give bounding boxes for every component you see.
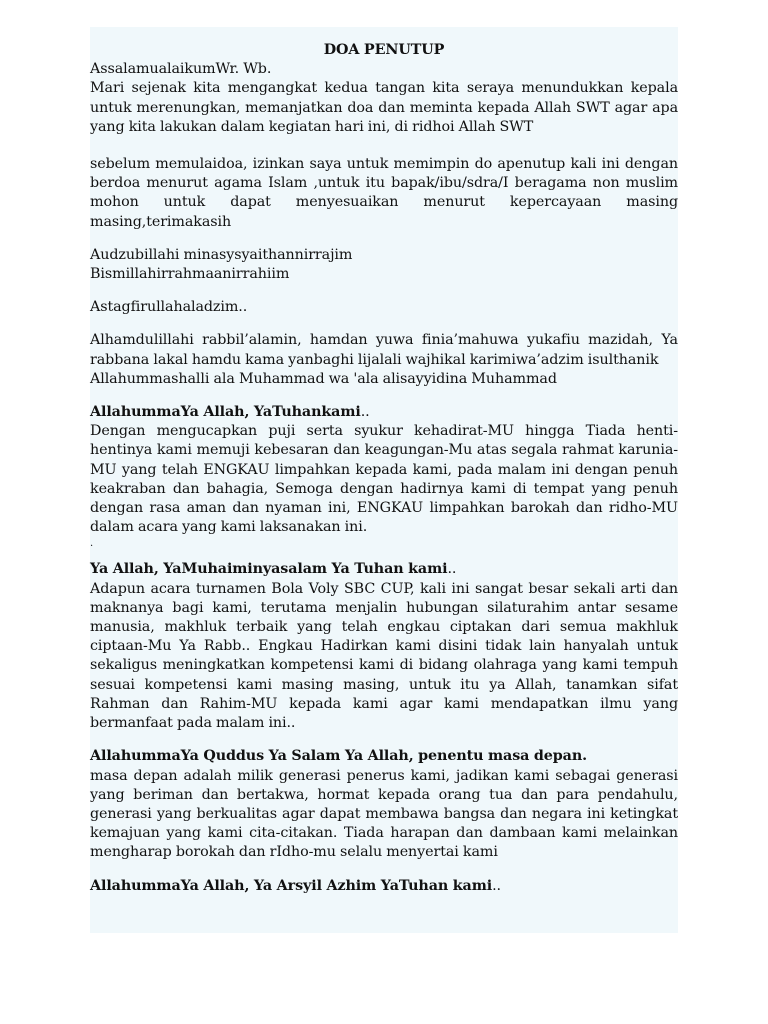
section-2-heading: [90, 560, 678, 579]
alhamdu-paragraph: Alhamdulillahi rabbil’alamin, hamdan yuwa finia’mahuwa yukafiu mazidah, Ya rabbana lakal hamdu kama yanbaghi lijalali wajhikal karimiwa’adzim isulthanik: [90, 332, 678, 368]
section-3-paragraph: masa depan adalah milik generasi penerus kami, jadikan kami sebagai generasi yang beriman dan bertakwa, hormat kepada orang tua dan para pendahulu, generasi yang berkualitas agar dapat membawa bangsa dan negara ini ketingkat kemajuan yang kami cita-citakan. Tiada harapan dan dambaan kami melainkan mengharap borokah dan rIdho-mu selalu menyertai kami: [90, 767, 678, 861]
section-2-paragraph: Adapun acara turnamen Bola Voly SBC CUP, kali ini sangat besar sekali arti dan maknanya bagi kami, terutama menjalin hubungan silaturahim antar sesame manusia, makhluk terbaik yang telah engkau ciptakan dari semua makhluk ciptaan-Mu Ya Rabb.. Engkau Hadirkan kami disini tidak lain hanyalah untuk sekaligus meningkatkan kompetensi kami di bidang olahraga yang kami tempuh sesuai kompetensi kami masing masing, untuk itu ya Allah, tanamkan sifat Rahman dan Rahim-MU kepada kami agar kami mendapatkan ilmu yang bermanfaat pada malam ini..: [90, 580, 678, 732]
shalawat-line: Allahummashalli ala Muhammad wa 'ala alisayyidina Muhammad: [90, 370, 557, 387]
audzu-line: Audzubillahi minasysyaithannirrajim: [90, 246, 353, 263]
document-title: DOA PENUTUP: [323, 42, 445, 58]
section-1-heading: [90, 403, 678, 422]
document-page: [90, 27, 678, 933]
section-1-paragraph: Dengan mengucapkan puji serta syukur kehadirat-MU hingga Tiada henti-hentinya kami memuji kebesaran dan keagungan-Mu atas segala rahmat karunia-MU yang telah ENGKAU limpahkan kepada kami, pada malam ini dengan penuh keakraban dan bahagia, Semoga dengan hadirnya kami di tempat yang penuh dengan rasa aman dan nyaman ini, ENGKAU limpahkan barokah dan ridho-MU dalam acara yang kami laksanakan ini.: [90, 423, 678, 536]
section-1-heading-text: AllahummaYa Allah, YaTuhankami: [90, 404, 361, 421]
astagfir-line: Astagfirullahaladzim..: [90, 299, 248, 316]
sebelum-paragraph: sebelum memulaidoa, izinkan saya untuk memimpin do apenutup kali ini dengan berdoa menurut agama Islam ,untuk itu bapak/ibu/sdra/I beragama non muslim mohon untuk dapat menyesuaikan menurut kepercayaan masing masing,terimakasih: [90, 156, 678, 230]
section-2-heading-text: Ya Allah, YaMuhaiminyasalam Ya Tuhan kami: [90, 561, 448, 578]
section-1-heading-tail: ..: [360, 404, 370, 421]
section-2-heading-tail: ..: [447, 561, 457, 578]
section-4-heading-text: AllahummaYa Allah, Ya Arsyil Azhim YaTuhan kami: [90, 877, 493, 894]
intro-paragraph: Mari sejenak kita mengangkat kedua tangan kita seraya menundukkan kepala untuk merenungkan, memanjatkan doa dan meminta kepada Allah SWT agar apa yang kita lakukan dalam kegiatan hari ini, di ridhoi Allah SWT: [90, 80, 678, 135]
section-3-heading: AllahummaYa Quddus Ya Salam Ya Allah, penentu masa depan.: [90, 748, 588, 765]
section-1-dot: .: [90, 538, 94, 550]
section-4-heading: [90, 877, 678, 896]
section-4-heading-tail: ..: [492, 877, 501, 894]
bismillah-line: Bismillahirrahmaanirrahiim: [90, 266, 290, 283]
salam-line: AssalamualaikumWr. Wb.: [90, 61, 272, 78]
